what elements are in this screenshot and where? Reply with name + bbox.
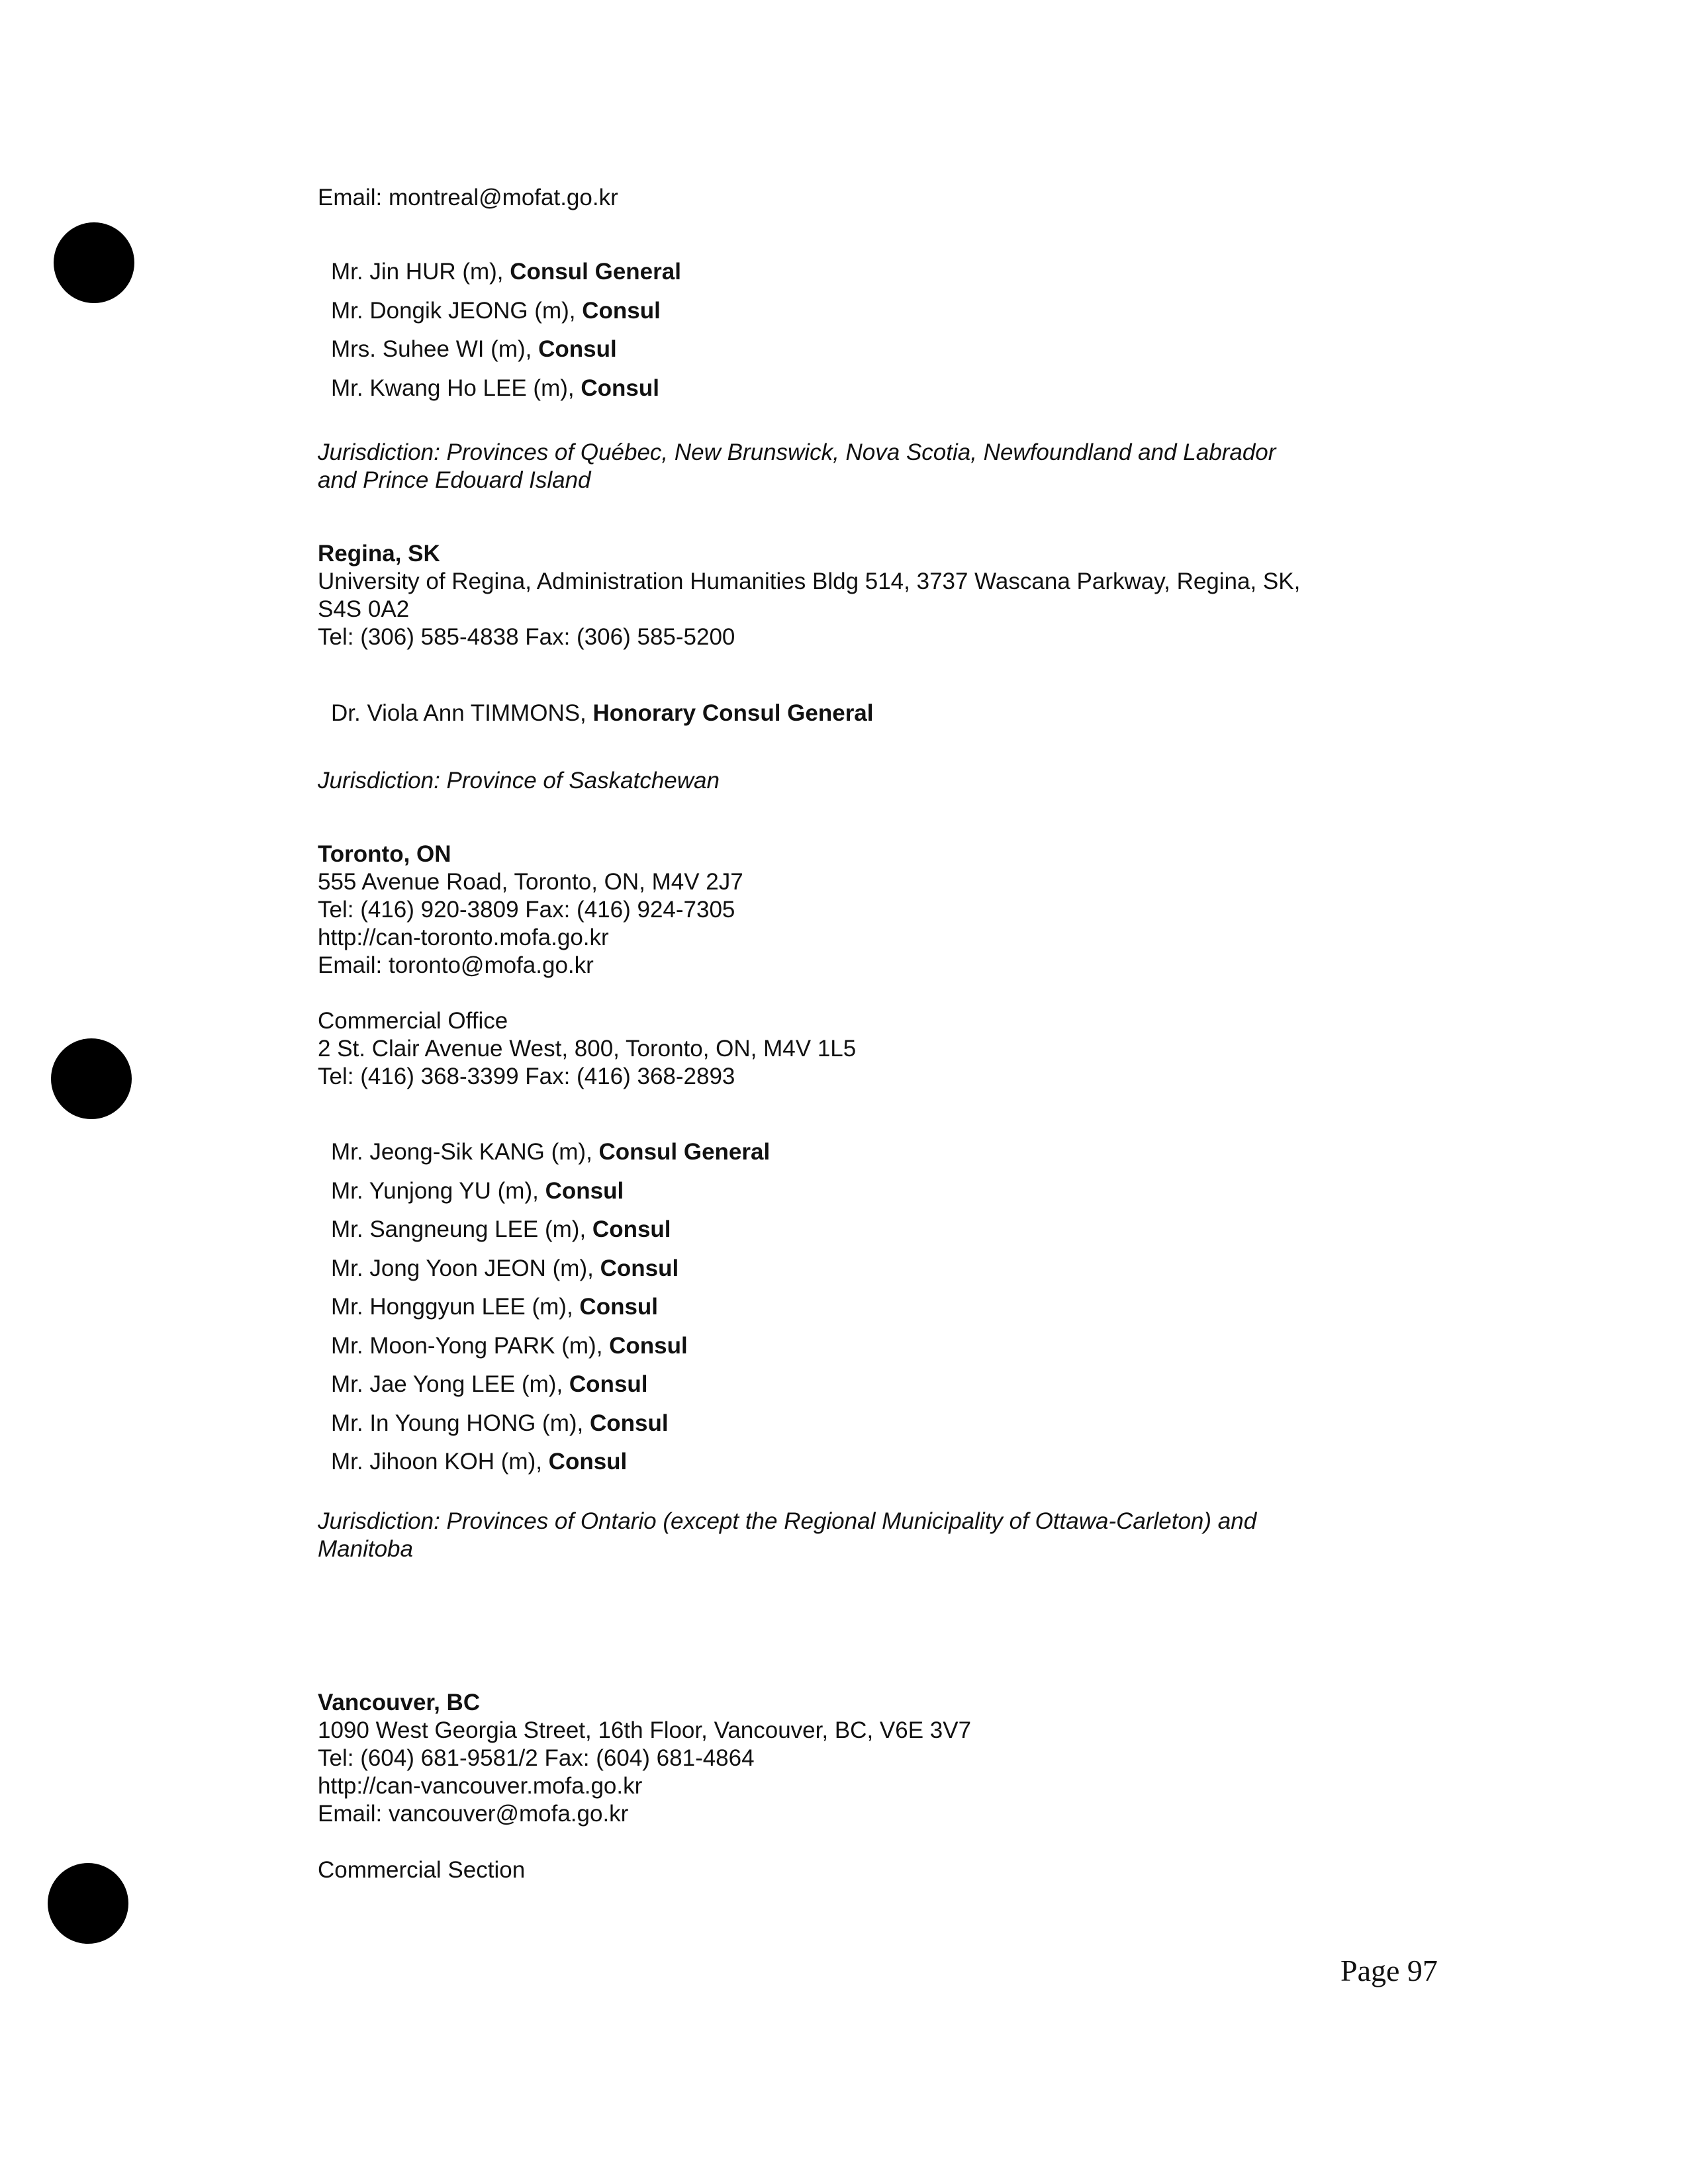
staff-title: Consul [581,375,659,401]
staff-title: Consul General [598,1139,771,1165]
staff-entry [331,1172,770,1211]
staff-entry [331,1443,770,1482]
staff-entry [331,253,681,292]
staff-title: Consul [609,1332,688,1359]
staff-name: Mr. Sangneung LEE (m), [331,1216,592,1242]
toronto-email: Email: toronto@mofa.go.kr [318,952,594,978]
staff-name: Mr. Jihoon KOH (m), [331,1449,549,1475]
staff-entry [331,1404,770,1443]
punch-hole [48,1863,128,1944]
staff-name: Mr. Honggyun LEE (m), [331,1294,580,1320]
staff-name: Mr. Jeong-Sik KANG (m), [331,1139,599,1165]
vancouver-website: http://can-vancouver.mofa.go.kr [318,1773,643,1799]
montreal-email-block [318,184,1443,212]
staff-name: Mr. Jae Yong LEE (m), [331,1371,569,1397]
staff-name: Mr. Yunjong YU (m), [331,1177,545,1204]
jurisdiction-line: Jurisdiction: Provinces of Québec, New Brunswick, Nova Scotia, Newfoundland and Labrador [318,439,1276,465]
toronto-section [318,841,1443,979]
staff-title: Consul [592,1216,671,1242]
staff-name: Mr. Jin HUR (m), [331,259,510,285]
staff-title: Consul [579,1294,659,1320]
staff-entry [331,1133,770,1172]
regina-address-line: S4S 0A2 [318,596,410,622]
montreal-staff-list [331,253,681,408]
toronto-staff-list [331,1133,770,1482]
vancouver-address: 1090 West Georgia Street, 16th Floor, Vancouver, BC, V6E 3V7 [318,1717,972,1743]
staff-name: Mr. Jong Yoon JEON (m), [331,1255,600,1281]
staff-name: Mrs. Suhee WI (m), [331,336,539,362]
regina-section [318,540,1443,651]
regina-staff-list [331,694,874,733]
staff-entry [331,1250,770,1289]
staff-title: Consul [569,1371,648,1397]
regina-tel-fax: Tel: (306) 585-4838 Fax: (306) 585-5200 [318,624,735,650]
staff-title: Consul [600,1255,679,1281]
vancouver-city-heading: Vancouver, BC [318,1690,481,1715]
staff-entry [331,1365,770,1404]
page-number: Page 97 [1340,1954,1438,1987]
staff-entry [331,1210,770,1250]
jurisdiction-line: and Prince Edouard Island [318,467,591,493]
jurisdiction-line: Jurisdiction: Province of Saskatchewan [318,768,720,794]
montreal-jurisdiction [318,439,1443,494]
staff-entry [331,330,681,369]
staff-entry [331,1288,770,1327]
staff-name: Mr. In Young HONG (m), [331,1410,590,1436]
toronto-commercial-office [318,1007,1443,1091]
staff-name: Mr. Moon-Yong PARK (m), [331,1332,610,1359]
toronto-website: http://can-toronto.mofa.go.kr [318,925,609,950]
commercial-address: 2 St. Clair Avenue West, 800, Toronto, ON, M4V 1L5 [318,1036,857,1062]
jurisdiction-line: Manitoba [318,1536,413,1562]
vancouver-section [318,1689,1443,1828]
staff-name: Mr. Kwang Ho LEE (m), [331,375,581,401]
staff-title: Consul General [510,259,681,285]
vancouver-email: Email: vancouver@mofa.go.kr [318,1801,629,1827]
staff-name: Mr. Dongik JEONG (m), [331,297,583,324]
commercial-heading: Commercial Office [318,1008,508,1034]
commercial-tel-fax: Tel: (416) 368-3399 Fax: (416) 368-2893 [318,1064,735,1089]
staff-title: Consul [545,1177,624,1204]
regina-address-line: University of Regina, Administration Humanities Bldg 514, 3737 Wascana Parkway, Regina, SK, [318,569,1301,594]
punch-hole [54,222,134,303]
montreal-email: Email: montreal@mofat.go.kr [318,185,618,210]
staff-title: Consul [589,1410,669,1436]
staff-entry [331,292,681,331]
staff-title: Honorary Consul General [592,700,874,726]
staff-entry [331,1327,770,1366]
toronto-city-heading: Toronto, ON [318,841,451,867]
staff-entry [331,369,681,408]
jurisdiction-line: Jurisdiction: Provinces of Ontario (except the Regional Municipality of Ottawa-Carleton) and [318,1508,1257,1534]
toronto-jurisdiction [318,1508,1443,1563]
punch-hole [51,1038,132,1119]
staff-name: Dr. Viola Ann TIMMONS, [331,700,593,726]
toronto-tel-fax: Tel: (416) 920-3809 Fax: (416) 924-7305 [318,897,735,923]
vancouver-commercial-section [318,1856,1443,1884]
staff-title: Consul [582,297,661,324]
toronto-address: 555 Avenue Road, Toronto, ON, M4V 2J7 [318,869,743,895]
commercial-heading: Commercial Section [318,1857,526,1883]
regina-city-heading: Regina, SK [318,541,440,567]
vancouver-tel-fax: Tel: (604) 681-9581/2 Fax: (604) 681-4864 [318,1745,755,1771]
staff-title: Consul [548,1449,628,1475]
staff-entry [331,694,874,733]
regina-jurisdiction [318,767,1443,795]
staff-title: Consul [538,336,617,362]
